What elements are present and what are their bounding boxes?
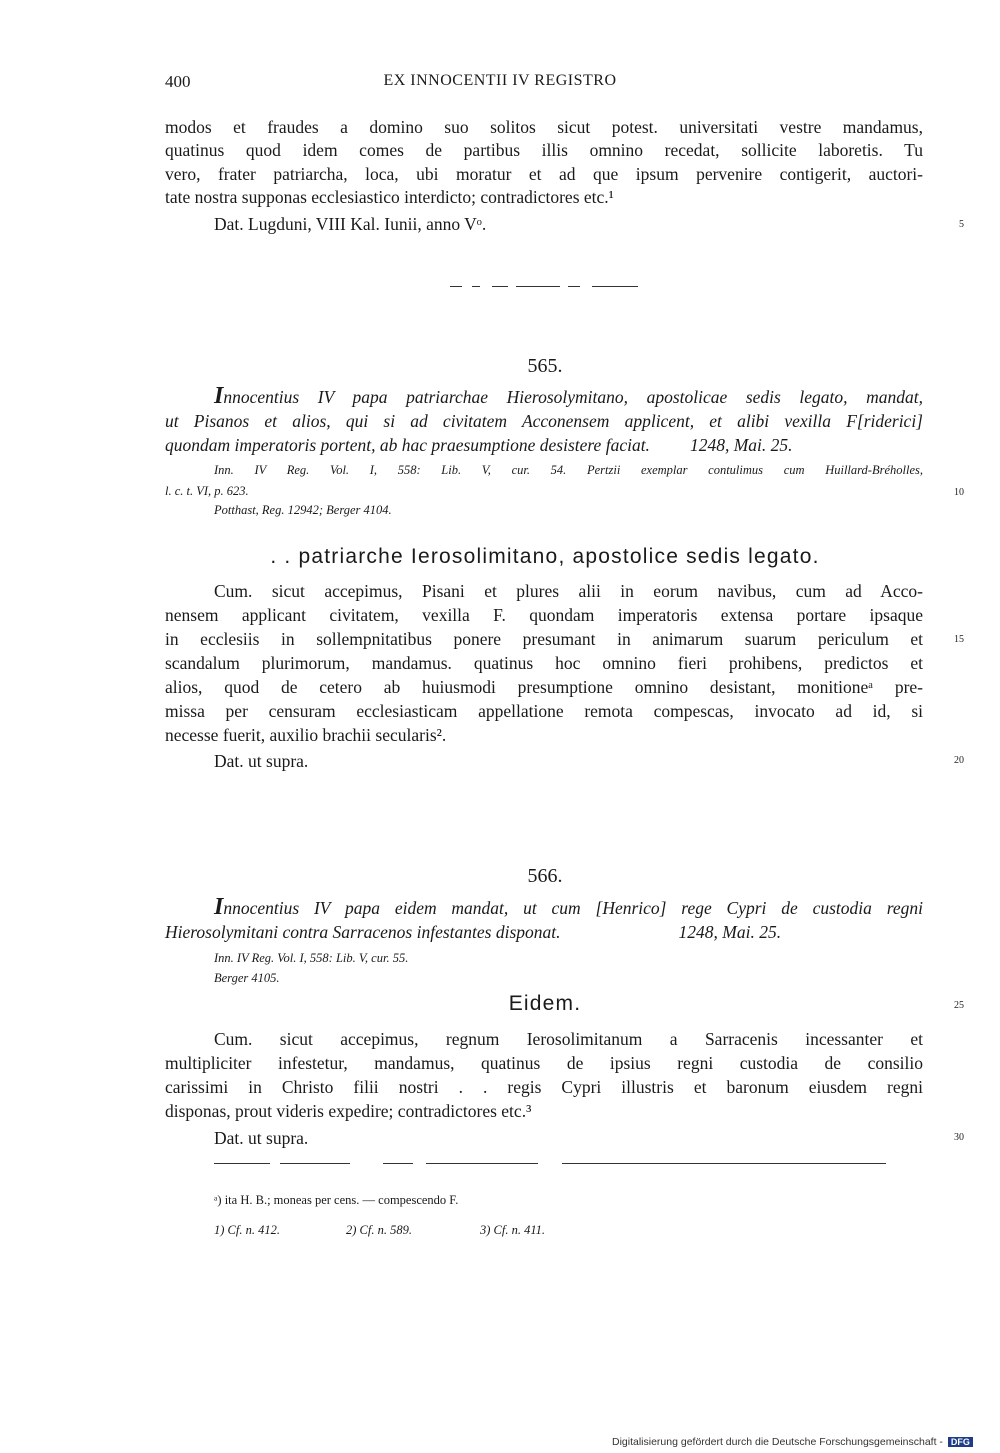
- line-number: 25: [954, 1000, 964, 1011]
- document-number: 565.: [527, 355, 563, 377]
- footnote-rule: [214, 1163, 270, 1164]
- summary-line: [214, 896, 923, 919]
- summary-text: nnocentius IV papa patriarchae Hierosolymitano, apostolicae sedis legato, mandat,: [223, 387, 923, 407]
- summary-text: Hierosolymitani contra Sarracenos infestantes disponat.: [165, 922, 561, 942]
- separator-dash: [472, 286, 480, 287]
- reference-line: Berger 4105.: [214, 971, 280, 985]
- line-number: 20: [954, 755, 964, 766]
- footnote-rule: [562, 1163, 886, 1164]
- reference-line: Inn. IV Reg. Vol. I, 558: Lib. V, cur. 55.: [214, 951, 409, 965]
- text-line: scandalum plurimorum, mandamus. quatinus hoc omnino fieri prohibens, predictos et: [165, 653, 923, 673]
- footnote-rule: [280, 1163, 350, 1164]
- summary-text: nnocentius IV papa eidem mandat, ut cum [Henrico] rege Cypri de custodia regni: [223, 898, 923, 918]
- text-line: modos et fraudes a domino suo solitos sicut potest. universitati vestre mandamus,: [165, 117, 923, 137]
- letter-heading: . . patriarche Ierosolimitano, apostolice sedis legato.: [270, 545, 820, 568]
- text-line: Cum. sicut accepimus, Pisani et plures alii in eorum navibus, cum ad Acco-: [214, 581, 923, 601]
- text-line: missa per censuram ecclesiasticam appellatione remota compescas, invocato ad id, si: [165, 701, 923, 721]
- footnote-2: 2) Cf. n. 589.: [346, 1223, 412, 1237]
- document-date: 1248, Mai. 25.: [678, 922, 782, 942]
- summary-line: ut Pisanos et alios, qui si ad civitatem Acconensem applicent, et alibi vexilla F[riderici]: [165, 411, 923, 431]
- summary-line: [165, 434, 923, 456]
- summary-line: [214, 385, 923, 408]
- line-number: 15: [954, 634, 964, 645]
- reference-line: Potthast, Reg. 12942; Berger 4104.: [214, 503, 392, 517]
- separator-dash: [592, 286, 638, 287]
- summary-text: quondam imperatoris portent, ab hac praesumptione desistere faciat.: [165, 435, 650, 455]
- document-date: 1248, Mai. 25.: [689, 435, 793, 455]
- text-line: vero, frater patriarcha, loca, ubi moratur et ad que ipsum pervenire contigerit, auctori-: [165, 164, 923, 184]
- dfg-logo: DFG: [948, 1437, 973, 1447]
- text-line: tate nostra supponas ecclesiastico interdicto; contradictores etc.¹: [165, 187, 614, 207]
- text-line: carissimi in Christo filii nostri . . regis Cypri illustris et baronum eiusdem regni: [165, 1077, 923, 1097]
- text-line: multipliciter infestetur, mandamus, quatinus de ipsius regni custodia de consilio: [165, 1053, 923, 1073]
- separator-dash: [450, 286, 462, 287]
- text-line: nensem applicant civitatem, vexilla F. quondam imperatoris extensa portare ipsaque: [165, 605, 923, 625]
- document-number: 566.: [527, 865, 563, 887]
- dat-line: Dat. ut supra.: [214, 751, 309, 771]
- running-title: EX INNOCENTII IV REGISTRO: [383, 72, 617, 89]
- summary-line: [165, 921, 923, 943]
- dat-line: Dat. ut supra.: [214, 1128, 309, 1148]
- text-line: alios, quod de cetero ab huiusmodi presumptione omnino desistant, monitioneᵃ pre-: [165, 677, 923, 697]
- text-line: in ecclesiis in sollempnitatibus ponere presumant in animarum suarum periculum et: [165, 629, 923, 649]
- separator-dash: [516, 286, 560, 287]
- text-line: Cum. sicut accepimus, regnum Ierosolimitanum a Sarracenis incessanter et: [214, 1029, 923, 1049]
- footer-text: Digitalisierung gefördert durch die Deutsche Forschungsgemeinschaft -: [612, 1436, 943, 1448]
- reference-line: l. c. t. VI, p. 623.: [165, 484, 249, 498]
- digitization-footer: [612, 1436, 973, 1448]
- reference-line: Inn. IV Reg. Vol. I, 558: Lib. V, cur. 54. Pertzii exemplar contulimus cum Huillard-Bréholles,: [214, 463, 923, 477]
- separator-dash: [568, 286, 580, 287]
- footnote-a: ᵃ) ita H. B.; moneas per cens. — compescendo F.: [214, 1193, 459, 1207]
- footnote-rule: [426, 1163, 538, 1164]
- line-number: 30: [954, 1132, 964, 1143]
- line-number: 5: [959, 219, 964, 230]
- text-line: disponas, prout videris expedire; contradictores etc.³: [165, 1101, 532, 1121]
- letter-heading: Eidem.: [508, 992, 582, 1015]
- footnote-3: 3) Cf. n. 411.: [480, 1223, 546, 1237]
- line-number: 10: [954, 487, 964, 498]
- text-line: necesse fuerit, auxilio brachii secularis².: [165, 725, 447, 745]
- dat-line: Dat. Lugduni, VIII Kal. Iunii, anno Vᵒ.: [214, 214, 487, 234]
- page-number: 400: [165, 72, 191, 91]
- footnote-1: 1) Cf. n. 412.: [214, 1223, 280, 1237]
- drop-cap: I: [214, 383, 224, 409]
- separator-dash: [492, 286, 508, 287]
- footnote-rule: [383, 1163, 413, 1164]
- text-line: quatinus quod idem comes de partibus illis omnino recedat, sollicite laboretis. Tu: [165, 140, 923, 160]
- drop-cap: I: [214, 894, 224, 920]
